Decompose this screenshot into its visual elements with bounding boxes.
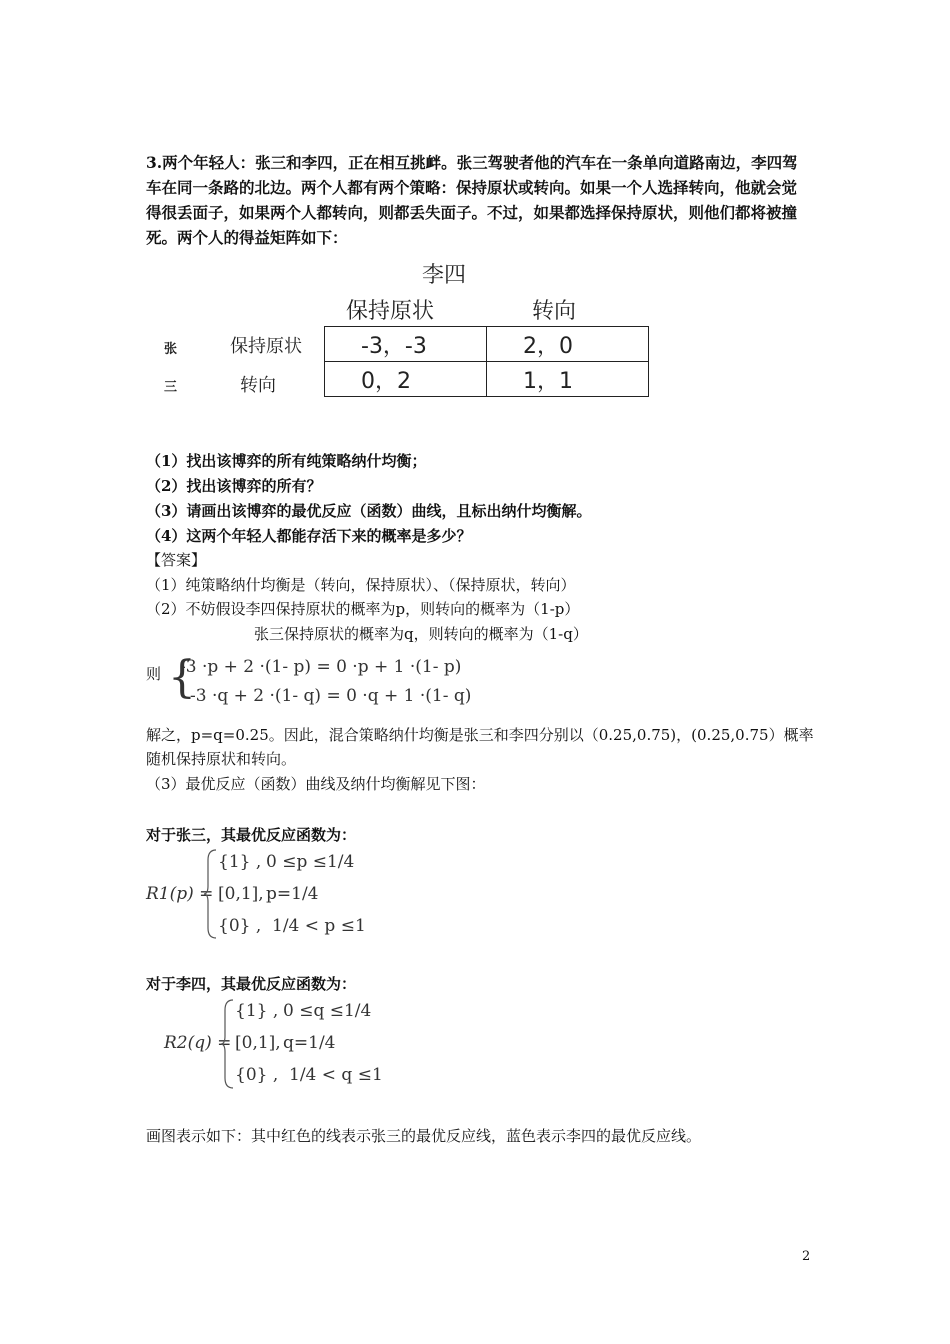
payoff-cell: 0，2: [325, 362, 487, 397]
case-condition: p=1/4: [266, 884, 319, 904]
figure-caption: 画图表示如下：其中红色的线表示张三的最优反应线，蓝色表示李四的最优反应线。: [146, 1127, 702, 1145]
payoff-cell: 1，1: [487, 362, 649, 397]
sub-question-2: （2）找出该博弈的所有？: [146, 477, 322, 495]
solution-line-1: 解之，p=q=0.25。因此，混合策略纳什均衡是张三和李四分别以（0.25,0.75)，(0.25,0.75）概率: [146, 726, 814, 744]
solution-line-2: 随机保持原状和转向。: [146, 750, 297, 768]
table-row: [325, 362, 649, 397]
case-condition: 0 ≤q ≤1/4: [283, 1001, 372, 1021]
payoff-matrix: [150, 258, 650, 408]
case-value: {1} ,: [218, 852, 262, 872]
payoff-cell: 2，0: [487, 327, 649, 362]
br-zhang-lhs: R1(p) =: [146, 884, 214, 904]
br-li-title: 对于李四，其最优反应函数为：: [146, 975, 357, 993]
table-row: [325, 327, 649, 362]
row-player-char-2: 三: [164, 380, 178, 395]
case-condition: q=1/4: [283, 1033, 336, 1053]
case-value: [0,1],: [218, 884, 264, 904]
equation-1: -3 ·p + 2 ·(1- p) = 0 ·p + 1 ·(1- p): [180, 657, 462, 677]
col-strategy-hold: 保持原状: [346, 299, 435, 324]
then-label: 则: [146, 665, 162, 683]
answer-3: （3）最优反应（函数）曲线及纳什均衡解见下图：: [146, 775, 486, 793]
row-strategy-swerve: 转向: [240, 375, 276, 396]
col-strategy-swerve: 转向: [532, 299, 577, 324]
payoff-table: [324, 326, 649, 397]
question-text: 3.两个年轻人：张三和李四，正在相互挑衅。张三驾驶者他的汽车在一条单向道路南边，李四驾车在同一条路的北边。两个人都有两个策略：保持原状或转向。如果一个人选择转向，他就会觉得很丢面子，如果两个人都转向，则都丢失面子。不过，如果都选择保持原状，则他们都将被撞死。两个人的得益矩阵如下：: [146, 153, 798, 247]
case-condition: 1/4 < q ≤1: [289, 1065, 383, 1085]
br-li-cases: [231, 1001, 531, 1091]
case-value: {1} ,: [235, 1001, 279, 1021]
case-value: {0} ,: [218, 916, 262, 936]
answer-2-line1: （2）不妨假设李四保持原状的概率为p，则转向的概率为（1-p）: [146, 600, 580, 618]
case-condition: 1/4 < p ≤1: [272, 916, 366, 936]
payoff-cell: -3，-3: [325, 327, 487, 362]
answer-1: （1）纯策略纳什均衡是（转向，保持原状）、（保持原状，转向）: [146, 576, 576, 594]
br-zhang-cases: [214, 852, 514, 942]
case-value: {0} ,: [235, 1065, 279, 1085]
br-zhang-title: 对于张三，其最优反应函数为：: [146, 826, 357, 844]
row-strategy-hold: 保持原状: [230, 336, 302, 357]
answer-header: 【答案】: [146, 551, 207, 569]
page-number: 2: [802, 1249, 811, 1264]
equation-2: -3 ·q + 2 ·(1- q) = 0 ·q + 1 ·(1- q): [190, 686, 472, 706]
sub-question-4: （4）这两个年轻人都能存活下来的概率是多少？: [146, 527, 472, 545]
case-value: [0,1],: [235, 1033, 281, 1053]
sub-question-3: （3）请画出该博弈的最优反应（函数）曲线，且标出纳什均衡解。: [146, 502, 592, 520]
row-player-char-1: 张: [164, 342, 178, 357]
equation-brace: {: [168, 652, 196, 703]
col-player-label: 李四: [422, 263, 467, 288]
case-condition: 0 ≤p ≤1/4: [266, 852, 355, 872]
answer-2-line2: 张三保持原状的概率为q，则转向的概率为（1-q）: [254, 625, 588, 643]
sub-question-1: （1）找出该博弈的所有纯策略纳什均衡；: [146, 452, 427, 470]
br-li-lhs: R2(q) =: [164, 1033, 232, 1053]
